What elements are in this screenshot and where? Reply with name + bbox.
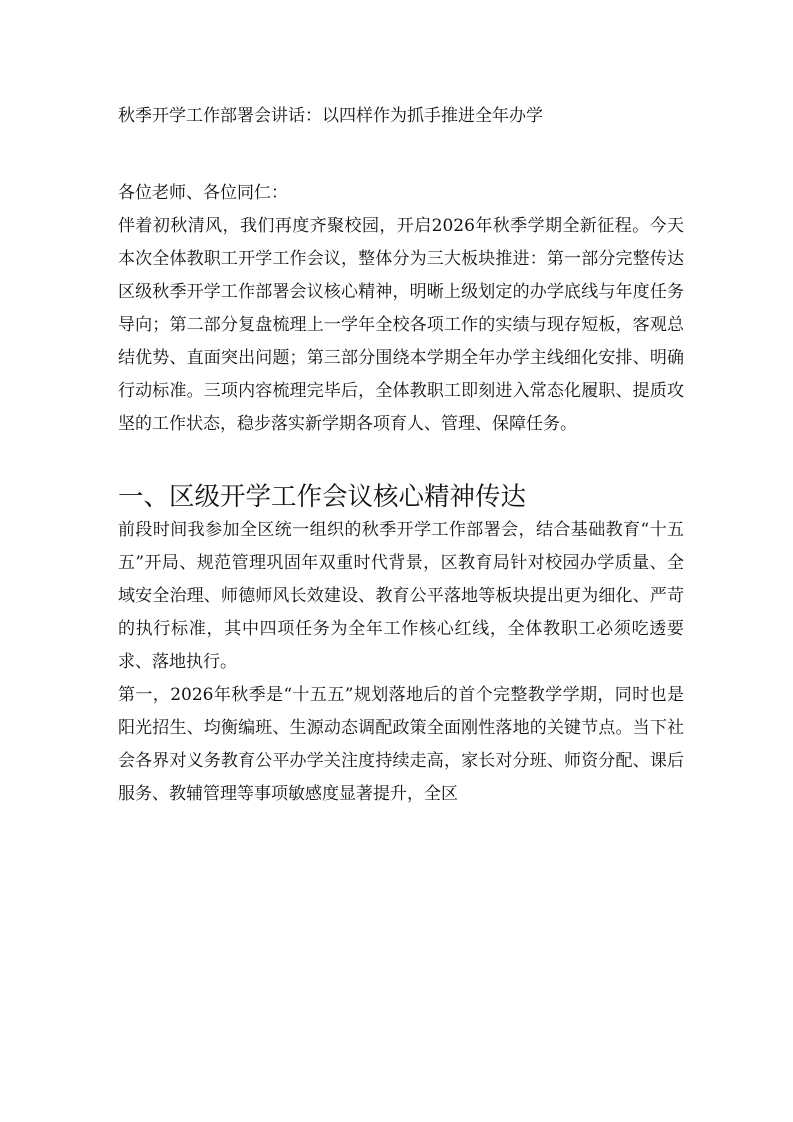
body-paragraph: 前段时间我参加全区统一组织的秋季开学工作部署会，结合基础教育“十五五”开局、规范管理巩固年双重时代背景，区教育局针对校园办学质量、全域安全治理、师德师风长效建设、教育公平落地等板块提出更为细化、严苛的执行标准，其中四项任务为全年工作核心红线，全体教职工必须吃透要求、落地执行。 bbox=[118, 520, 684, 672]
spacer bbox=[118, 441, 684, 481]
document-body bbox=[118, 100, 684, 811]
intro-paragraph: 伴着初秋清风，我们再度齐聚校园，开启2026年秋季学期全新征程。今天本次全体教职工开学工作会议，整体分为三大板块推进：第一部分完整传达区级秋季开学工作部署会议核心精神，明晰上级划定的办学底线与年度任务导向；第二部分复盘梳理上一学年全校各项工作的实绩与现存短板，客观总结优势、直面突出问题；第三部分围绕本学期全年办学主线细化安排、明确行动标准。三项内容梳理完毕后，全体教职工即刻进入常态化履职、提质攻坚的工作状态，稳步落实新学期各项育人、管理、保障任务。 bbox=[118, 216, 684, 434]
salutation: 各位老师、各位同仁： bbox=[118, 183, 288, 203]
document-title: 秋季开学工作部署会讲话：以四样作为抓手推进全年办学 bbox=[118, 106, 543, 126]
section-heading: 一、区级开学工作会议核心精神传达 bbox=[118, 482, 527, 512]
spacer bbox=[118, 133, 684, 177]
body-paragraph: 第一，2026年秋季是“十五五”规划落地后的首个完整教学学期，同时也是阳光招生、均衡编班、生源动态调配政策全面刚性落地的关键节点。当下社会各界对义务教育公平办学关注度持续走高，家长对分班、师资分配、课后服务、教辅管理等事项敏感度显著提升，全区 bbox=[118, 685, 684, 804]
